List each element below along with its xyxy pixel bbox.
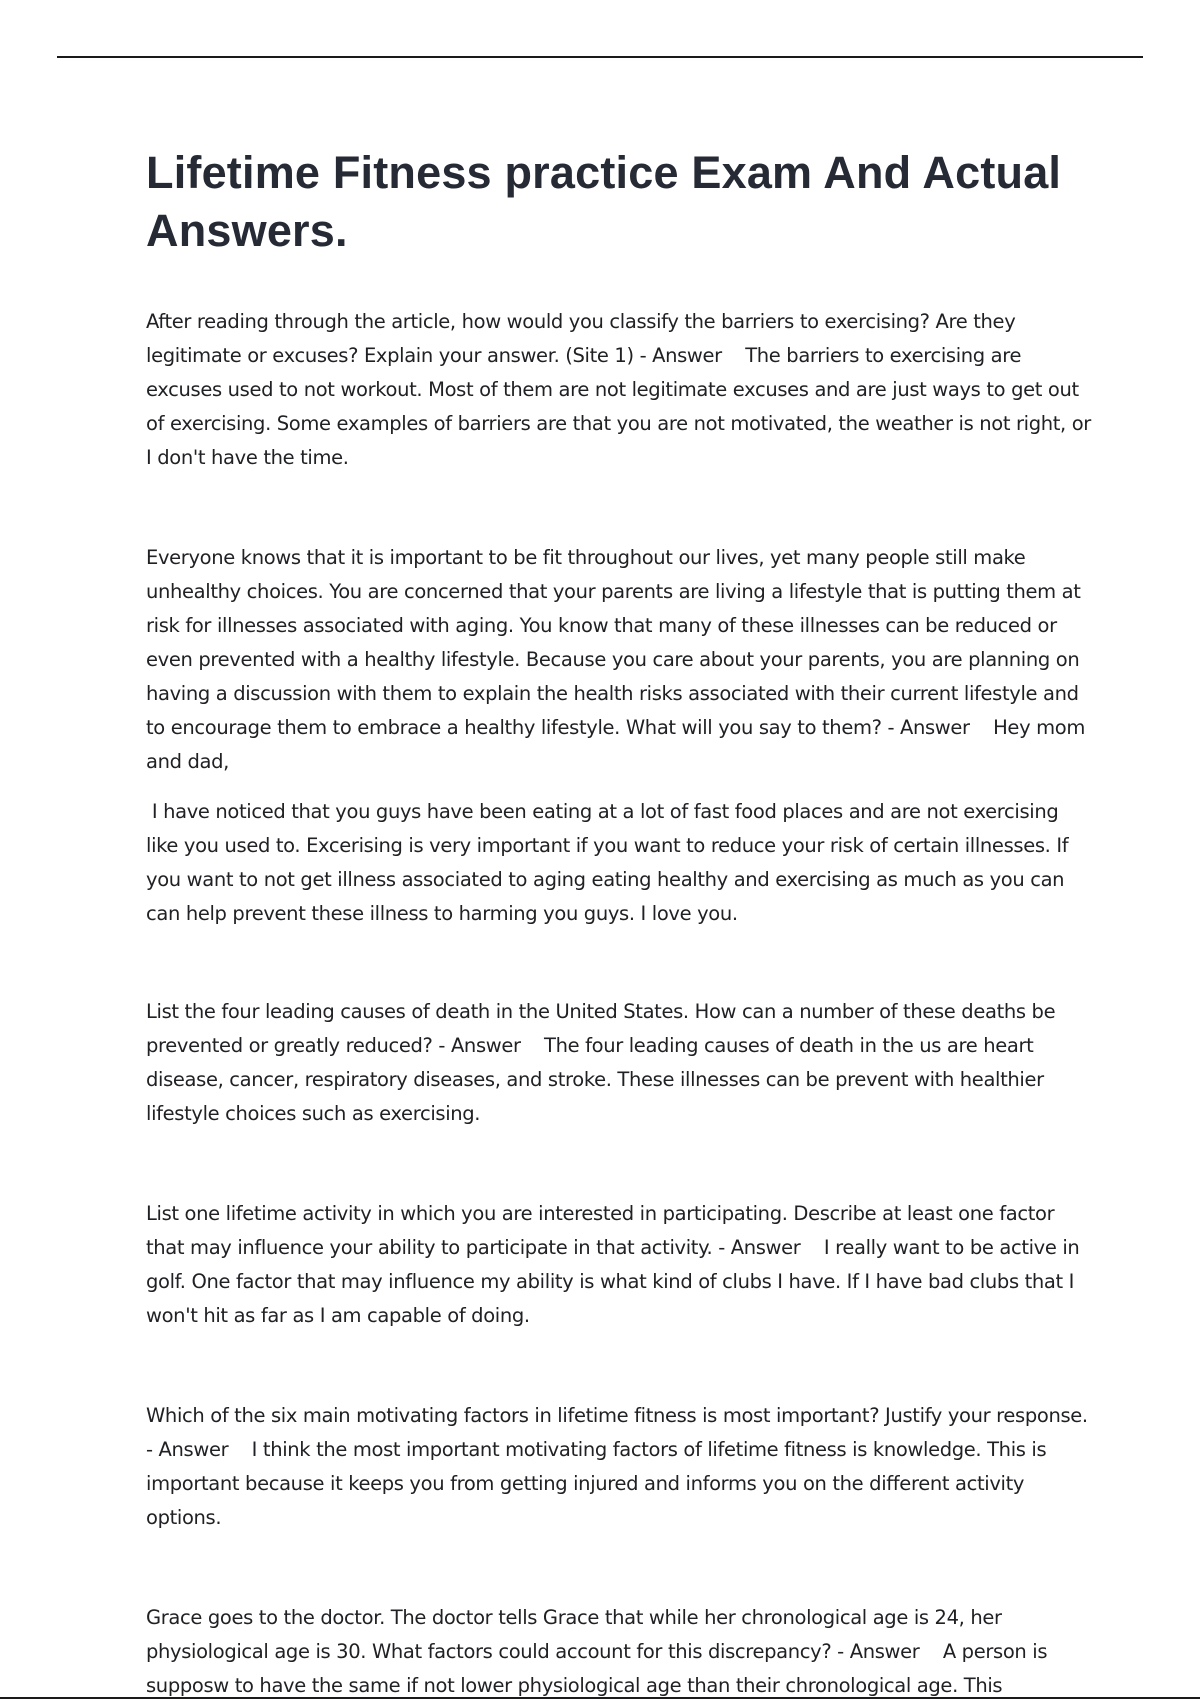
page-title: Lifetime Fitness practice Exam And Actual Answers. xyxy=(146,147,1062,256)
footer-rule xyxy=(0,1697,1200,1699)
qa-paragraph-parents-letter: I have noticed that you guys have been eating at a lot of fast food places and are not exercising like you used to. Excerising is very important if you want to reduce your risk of certain illnesses. If you want to not get illness associated to aging eating healthy and exercising as much as you can can help prevent these illness to harming you guys. I love you. xyxy=(146,800,1075,925)
qa-paragraph-motivating-factors: Which of the six main motivating factors in lifetime fitness is most important? Justify your response. - Answer I think the most important motivating factors of lifetime fitness is knowledge. This is important because it keeps you from getting injured and informs you on the different activity options. xyxy=(146,1404,1094,1529)
qa-paragraph-barriers: After reading through the article, how would you classify the barriers to exercising? Are they legitimate or excuses? Explain your answer. (Site 1) - Answer The barriers to exercising are excuses used to not workout. Most of them are not legitimate excuses and are just ways to get out of exercising. Some examples of barriers are that you are not motivated, the weather is not right, or I don't have the time. xyxy=(146,310,1097,469)
qa-paragraph-lifetime-activity: List one lifetime activity in which you are interested in participating. Describe at least one factor that may influence your ability to participate in that activity. - Answer I really want to be active in golf. One factor that may influence my ability is what kind of clubs I have. If I have bad clubs that I won't hit as far as I am capable of doing. xyxy=(146,1202,1086,1327)
qa-paragraph-parents-question: Everyone knows that it is important to be fit throughout our lives, yet many people still make unhealthy choices. You are concerned that your parents are living a lifestyle that is putting them at risk for illnesses associated with aging. You know that many of these illnesses can be reduced or even prevented with a healthy lifestyle. Because you care about your parents, you are planning on having a discussion with them to explain the health risks associated with their current lifestyle and to encourage them to embrace a healthy lifestyle. What will you say to them? - Answer Hey mom and dad, xyxy=(146,546,1091,773)
qa-paragraph-physiological-age: Grace goes to the doctor. The doctor tells Grace that while her chronological age is 24, her physiological age is 30. What factors could account for this discrepancy? - Answer A person is supposw to have the same if not lower physiological age than their chronological age. This xyxy=(146,1606,1053,1696)
qa-paragraph-causes-of-death: List the four leading causes of death in the United States. How can a number of these deaths be prevented or greatly reduced? - Answer The four leading causes of death in the us are heart disease, cancer, respiratory diseases, and stroke. These illnesses can be prevent with healthier lifestyle choices such as exercising. xyxy=(146,1000,1062,1125)
